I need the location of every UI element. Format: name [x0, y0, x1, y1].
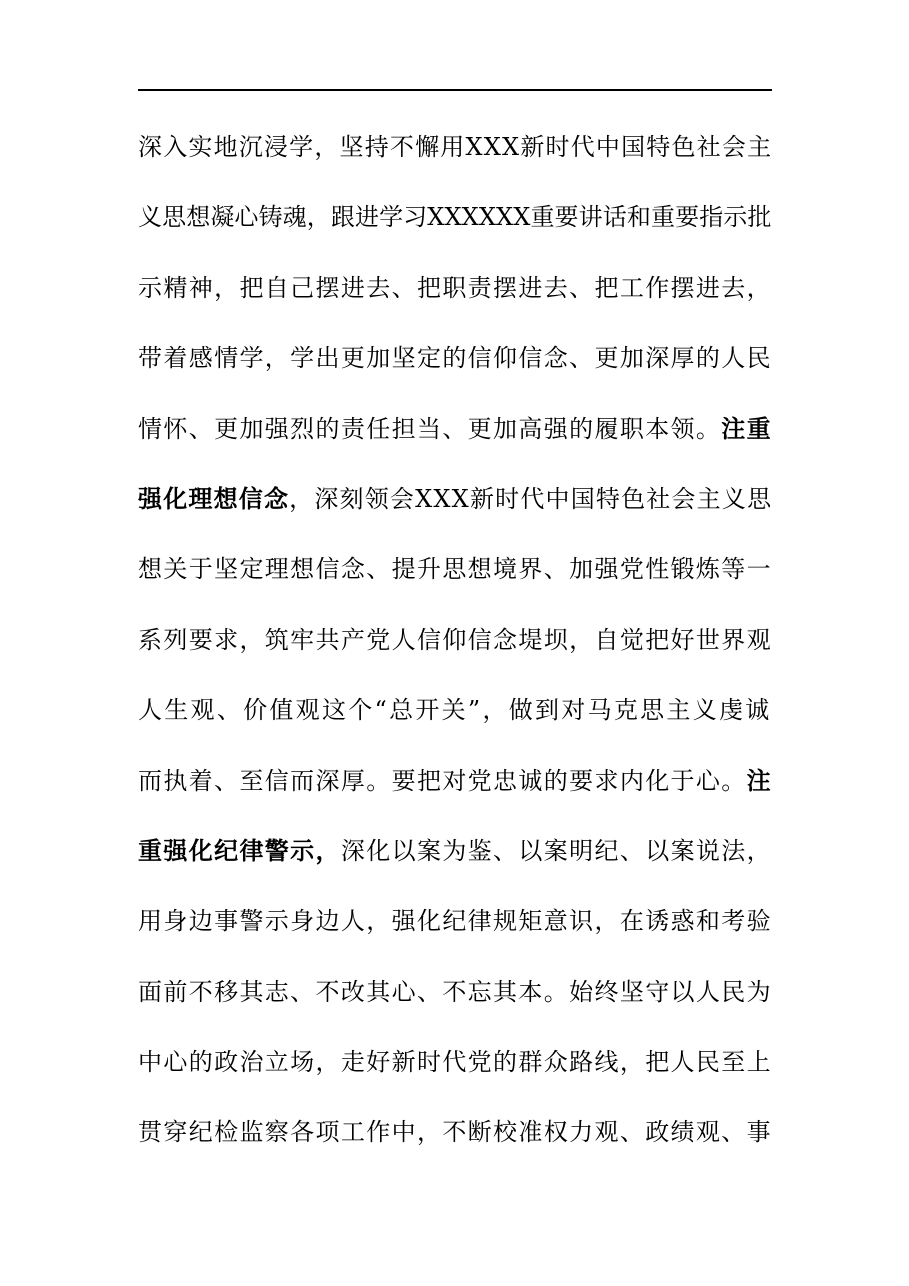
text-line [138, 182, 772, 252]
text-line [138, 957, 772, 1027]
body-text-run: 深化以案为鉴、以案明纪、以案说法， [340, 836, 773, 865]
text-line [138, 675, 772, 745]
text-line [138, 605, 772, 675]
body-text-run: 想关于坚定理想信念、提升思想境界、加强党性锻炼等一 [138, 555, 772, 584]
text-line [138, 746, 772, 816]
text-line [138, 1027, 772, 1097]
body-text-run: ，深刻领会XXX新时代中国特色社会主义思 [289, 484, 773, 513]
bold-heading-text: 注 [746, 766, 773, 795]
body-text-run: 情怀、更加强烈的责任担当、更加高强的履职本领。 [138, 414, 722, 443]
text-line [138, 1097, 772, 1167]
body-text-run: 而执着、至信而深厚。要把对党忠诚的要求内化于心。 [138, 766, 747, 795]
body-text-run: 人生观、价值观这个“总开关”，做到对马克思主义虔诚 [138, 696, 772, 725]
body-paragraph [138, 112, 772, 1168]
bold-heading-text: 注重 [721, 414, 773, 443]
body-text-run: 系列要求，筑牢共产党人信仰信念堤坝，自觉把好世界观 [138, 625, 772, 654]
text-line [138, 253, 772, 323]
text-line [138, 534, 772, 604]
body-text-run: 中心的政治立场，走好新时代党的群众路线，把人民至上 [138, 1048, 772, 1077]
text-line [138, 464, 772, 534]
body-text-run: 用身边事警示身边人，强化纪律规矩意识，在诱惑和考验 [138, 907, 772, 936]
bold-heading-text: 强化理想信念 [138, 484, 290, 513]
body-text-run: 深入实地沉浸学，坚持不懈用XXX新时代中国特色社会主 [138, 133, 773, 161]
body-text-run: 示精神，把自己摆进去、把职责摆进去、把工作摆进去， [138, 273, 772, 302]
bold-heading-text: 重强化纪律警示， [138, 836, 341, 865]
text-line [138, 323, 772, 393]
text-line [138, 112, 772, 182]
text-line [138, 886, 772, 956]
body-text-run: 义思想凝心铸魂，跟进学习XXXXXX重要讲话和重要指示批 [138, 203, 772, 232]
body-text-run: 带着感情学，学出更加坚定的信仰信念、更加深厚的人民 [138, 344, 772, 373]
text-line [138, 816, 772, 886]
body-text-run: 贯穿纪检监察各项工作中，不断校准权力观、政绩观、事 [138, 1118, 772, 1147]
text-line [138, 394, 772, 464]
header-rule [138, 89, 772, 91]
body-text-run: 面前不移其志、不改其心、不忘其本。始终坚守以人民为 [138, 977, 772, 1006]
